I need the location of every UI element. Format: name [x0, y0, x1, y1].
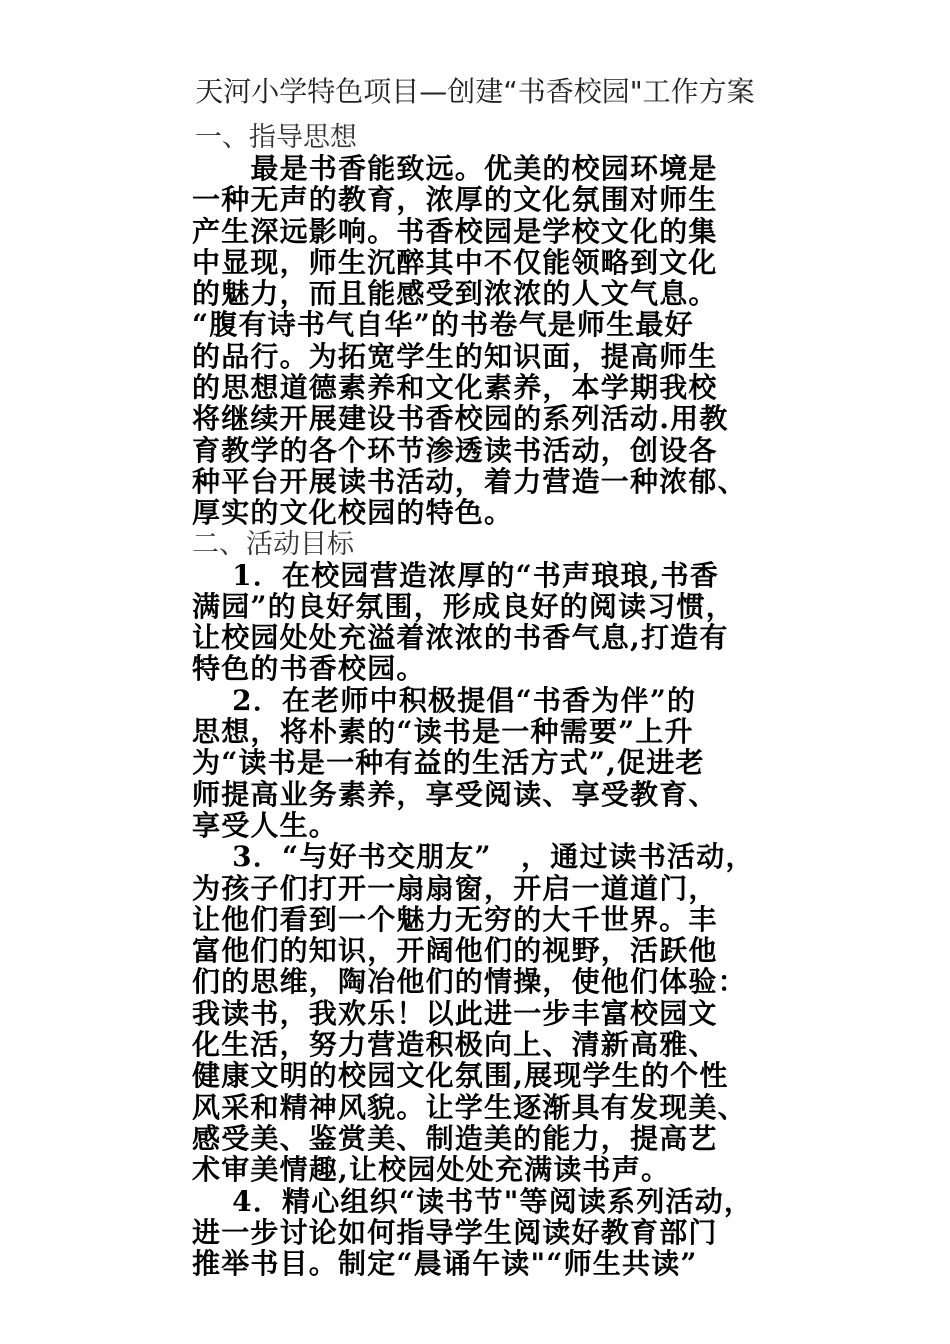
paragraph-line: 们的思维，陶冶他们的情操，使他们体验：: [192, 965, 747, 999]
paragraph-line: 推举书目。制定“晨诵午读"“师生共读”: [192, 1247, 698, 1281]
paragraph-line: 厚实的文化校园的特色。: [192, 496, 514, 530]
paragraph-line: 4．精心组织“读书节"等阅读系列活动，: [192, 1184, 754, 1218]
section-heading-guiding-thought: 一、指导思想: [195, 122, 357, 153]
paragraph-line: 化生活，努力营造积极向上、清新高雅、: [192, 1028, 718, 1062]
paragraph-line: 享受人生。: [192, 808, 339, 842]
paragraph-line: 进一步讨论如何指导学生阅读好教育部门: [192, 1215, 718, 1249]
paragraph-line: 思想，将朴素的“读书是一种需要”上升: [192, 715, 694, 749]
paragraph-line: 健康文明的校园文化氛围,展现学生的个性: [192, 1059, 729, 1093]
paragraph-line: “腹有诗书气自华”的书卷气是师生最好: [192, 308, 694, 342]
paragraph-line: 最是书香能致远。优美的校园环境是: [192, 152, 718, 185]
paragraph-line: 种平台开展读书活动，着力营造一种浓郁、: [192, 464, 747, 498]
paragraph-line: 让校园处处充溢着浓浓的书香气息,打造有: [192, 621, 729, 655]
paragraph-line: 1．在校园营造浓厚的“书声琅琅,书香: [192, 558, 720, 592]
document-title: 天河小学特色项目—创建“书香校园"工作方案: [195, 75, 755, 108]
paragraph-line: 的品行。为拓宽学生的知识面，提高师生: [192, 339, 718, 373]
paragraph-line: 将继续开展建设书香校园的系列活动.用教: [192, 402, 729, 436]
paragraph-line: 感受美、鉴赏美、制造美的能力，提高艺: [192, 1121, 718, 1155]
paragraph-line: 特色的书香校园。: [192, 652, 426, 686]
paragraph-line: 产生深远影响。书香校园是学校文化的集: [192, 214, 718, 248]
section-heading-activity-goals: 二、活动目标: [192, 528, 354, 560]
paragraph-line: 富他们的知识，开阔他们的视野，活跃他: [192, 934, 718, 968]
paragraph-line: 3．“与好书交朋友” ，通过读书活动，: [192, 840, 755, 874]
paragraph-line: 风采和精神风貌。让学生逐渐具有发现美、: [192, 1090, 747, 1124]
paragraph-line: 满园”的良好氛围，形成良好的阅读习惯，: [192, 589, 735, 623]
paragraph-line: 术审美情趣,让校园处处充满读书声。: [192, 1153, 671, 1187]
paragraph-line: 育教学的各个环节渗透读书活动，创设各: [192, 433, 718, 467]
paragraph-line: 的思想道德素养和文化素养，本学期我校: [192, 371, 718, 405]
paragraph-line: 一种无声的教育，浓厚的文化氛围对师生: [192, 183, 718, 217]
paragraph-line: 为孩子们打开一扇扇窗，开启一道道门，: [192, 871, 718, 905]
paragraph-line: 2．在老师中积极提倡“书香为伴”的: [192, 683, 697, 717]
paragraph-line: 为“读书是一种有益的生活方式”,促进老: [192, 746, 705, 780]
paragraph-line: 师提高业务素养，享受阅读、享受教育、: [192, 777, 718, 811]
paragraph-line: 的魅力，而且能感受到浓浓的人文气息。: [192, 277, 718, 311]
paragraph-line: 中显现，师生沉醉其中不仅能领略到文化: [192, 245, 718, 279]
paragraph-line: 让他们看到一个魅力无穷的大千世界。丰: [192, 902, 718, 936]
paragraph-line: 我读书，我欢乐！以此进一步丰富校园文: [192, 996, 718, 1030]
document-body: [192, 122, 782, 1279]
